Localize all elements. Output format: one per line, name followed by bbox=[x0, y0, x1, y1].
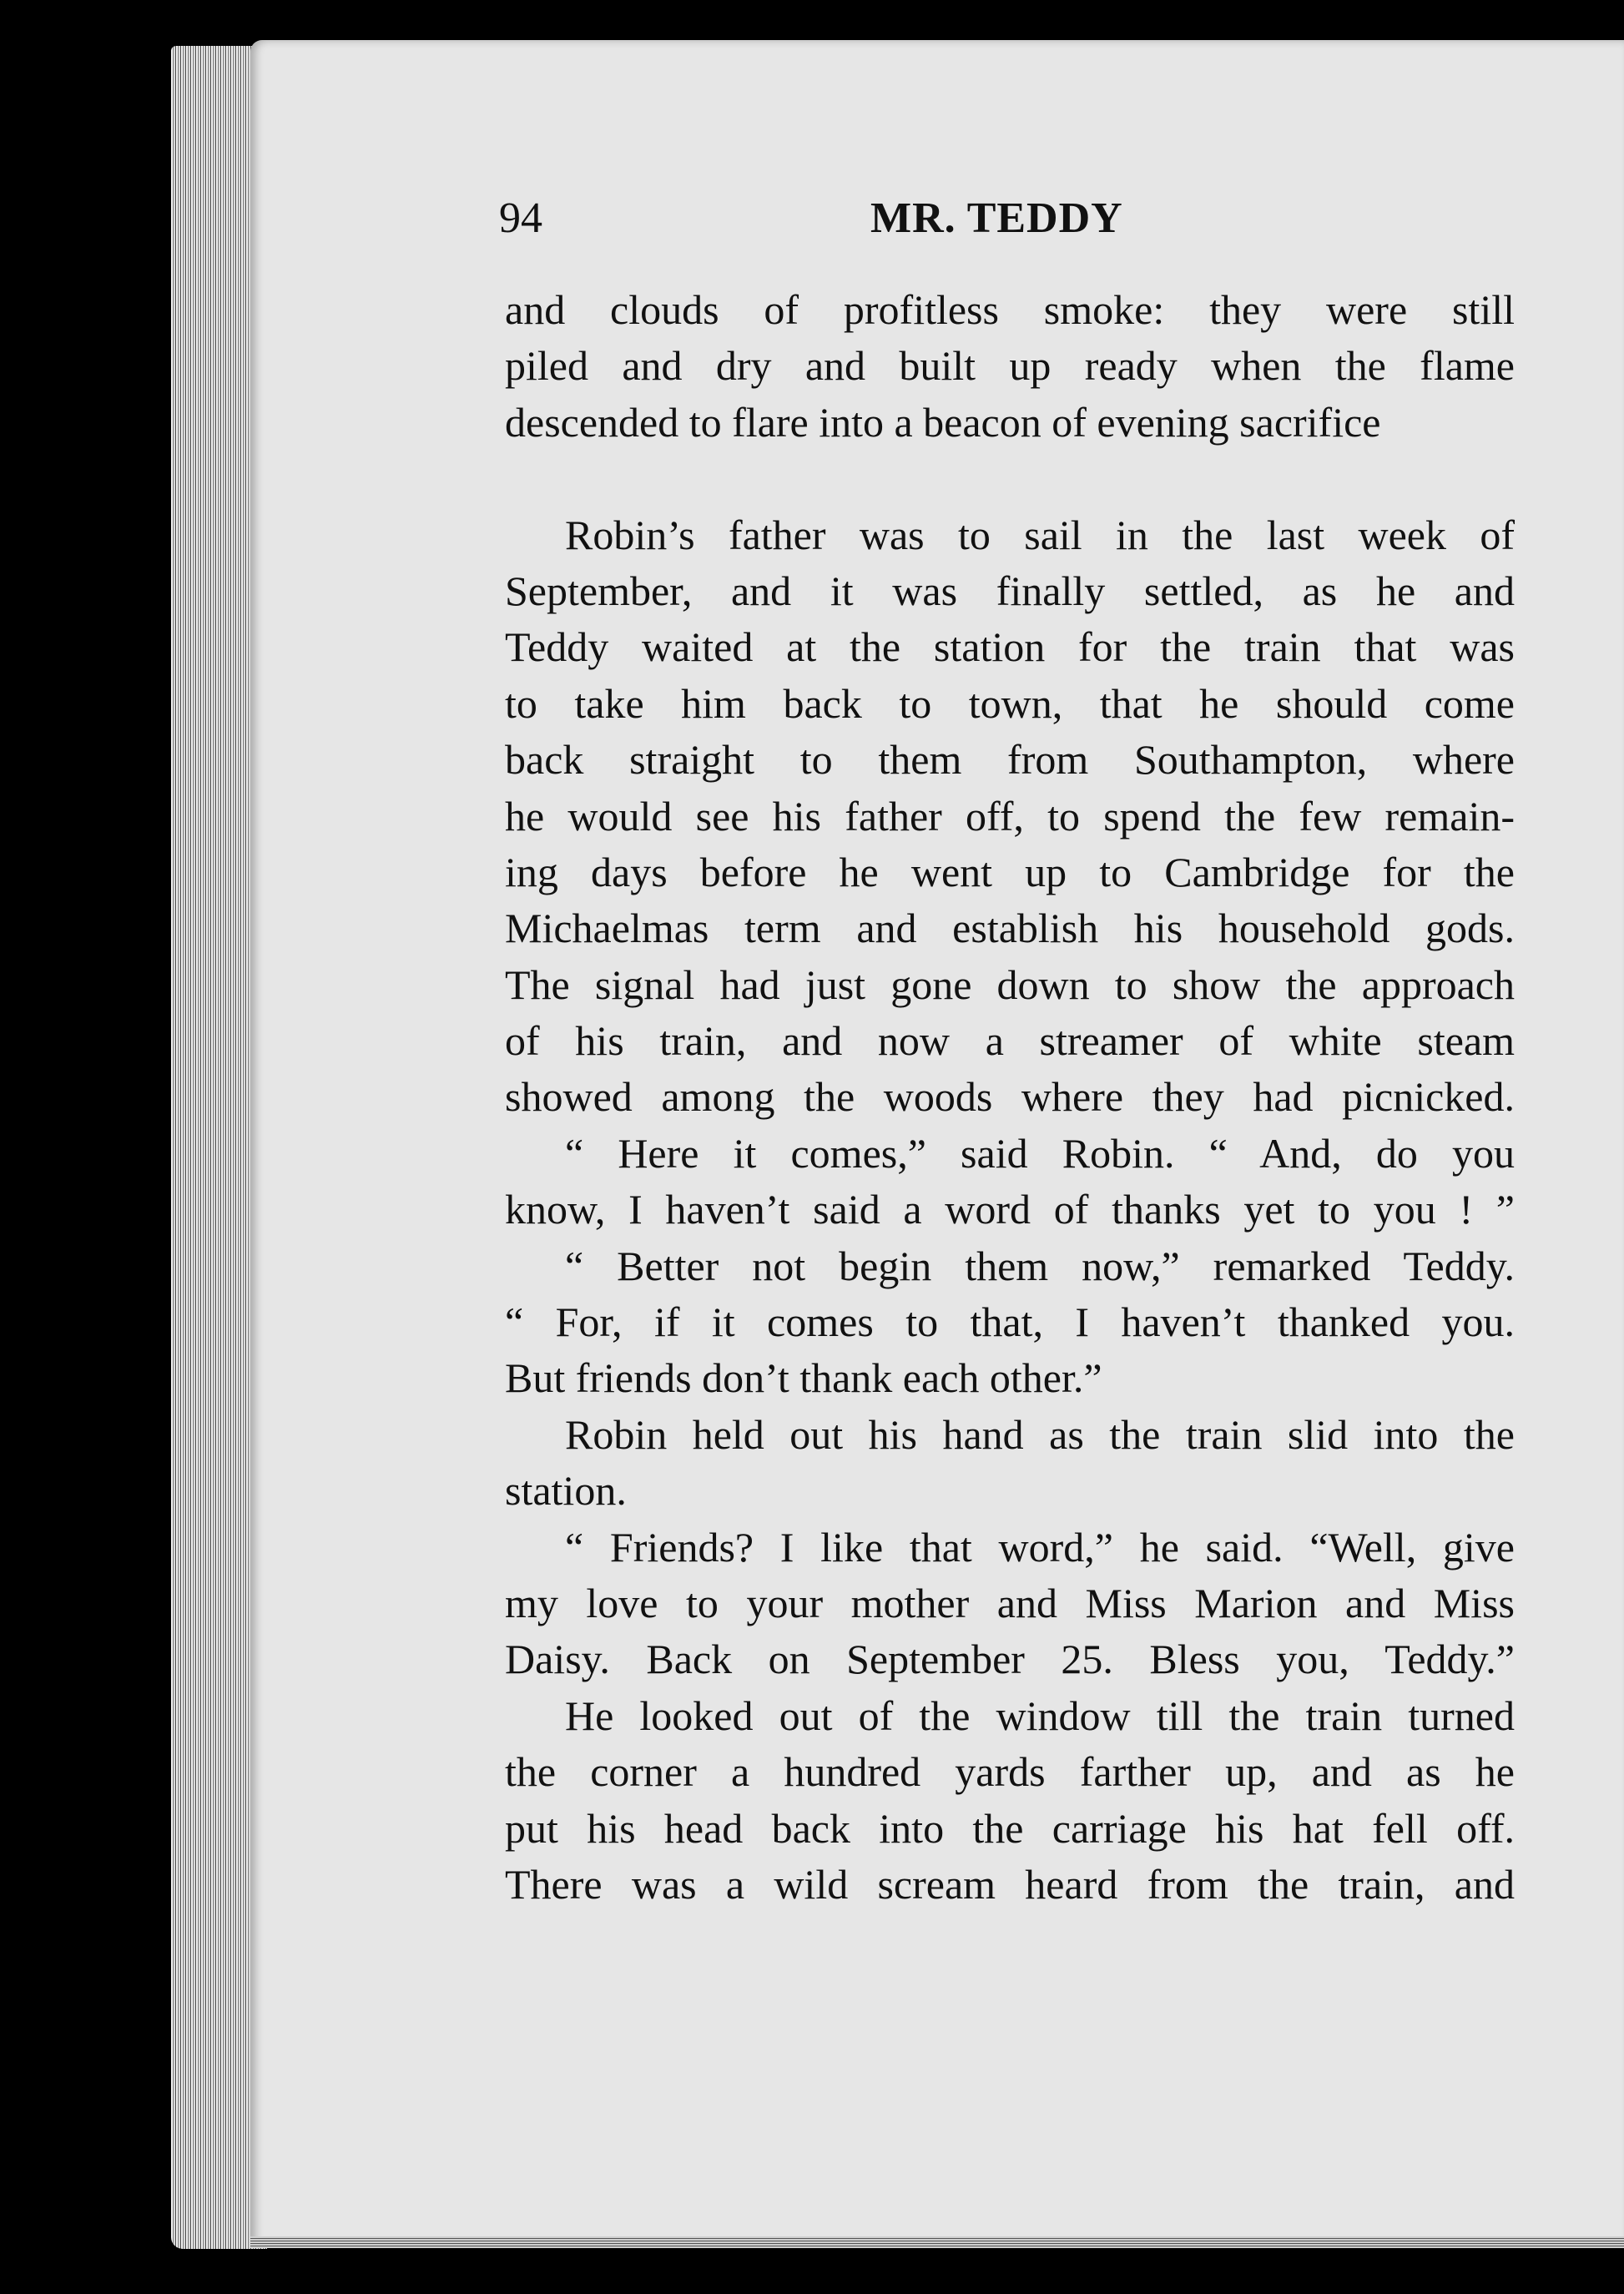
text-line: “ Friends? I like that word,” he said. “Well, give bbox=[565, 1523, 1515, 1571]
text-line: The signal had just gone down to show the approach bbox=[505, 960, 1515, 1008]
text-line: Robin held out his hand as the train slid into the bbox=[565, 1410, 1515, 1458]
page-number: 94 bbox=[499, 194, 542, 242]
text-line: put his head back into the carriage his hat fell off. bbox=[505, 1804, 1515, 1852]
text-line: But friends don’t thank each other.” bbox=[505, 1354, 1102, 1402]
text-line: He looked out of the window till the train turned bbox=[565, 1692, 1515, 1739]
page-bottom-edge bbox=[250, 2236, 1624, 2248]
text-line: Robin’s father was to sail in the last week of bbox=[565, 511, 1515, 558]
text-line: descended to flare into a beacon of evening sacrifice bbox=[505, 398, 1381, 446]
text-line: to take him back to town, that he should come bbox=[505, 679, 1515, 727]
running-title: MR. TEDDY bbox=[870, 194, 1123, 242]
text-line: Teddy waited at the station for the train that was bbox=[505, 623, 1515, 671]
paragraph-gap bbox=[505, 451, 1515, 507]
text-line: “ Better not begin them now,” remarked Teddy. bbox=[565, 1242, 1515, 1289]
text-line: “ For, if it comes to that, I haven’t thanked you. bbox=[505, 1298, 1515, 1346]
text-line: my love to your mother and Miss Marion and Miss bbox=[505, 1579, 1515, 1626]
text-line: back straight to them from Southampton, where bbox=[505, 736, 1515, 784]
text-line: piled and dry and built up ready when the flame bbox=[505, 342, 1515, 390]
margin-smudge bbox=[17, 150, 67, 225]
text-line: “ Here it comes,” said Robin. “ And, do you bbox=[565, 1129, 1515, 1177]
text-line: Daisy. Back on September 25. Bless you, Teddy.” bbox=[505, 1636, 1515, 1683]
text-line: showed among the woods where they had picnicked. bbox=[505, 1073, 1515, 1121]
running-header bbox=[499, 194, 1517, 252]
text-line: station. bbox=[505, 1467, 627, 1515]
text-line: the corner a hundred yards farther up, and as he bbox=[505, 1748, 1515, 1796]
text-line: ing days before he went up to Cambridge for the bbox=[505, 848, 1515, 895]
margin-smudge bbox=[83, 1260, 112, 1277]
text-line: know, I haven’t said a word of thanks yet to you ! ” bbox=[505, 1186, 1515, 1233]
body-text bbox=[505, 282, 1515, 1913]
text-line: September, and it was finally settled, as he and bbox=[505, 567, 1515, 614]
text-line: Michaelmas term and establish his household gods. bbox=[505, 905, 1515, 952]
text-line: he would see his father off, to spend the few remain- bbox=[505, 792, 1515, 839]
text-line: There was a wild scream heard from the train, and bbox=[505, 1860, 1515, 1908]
text-line: of his train, and now a streamer of white steam bbox=[505, 1017, 1515, 1065]
text-line: and clouds of profitless smoke: they were still bbox=[505, 286, 1515, 333]
